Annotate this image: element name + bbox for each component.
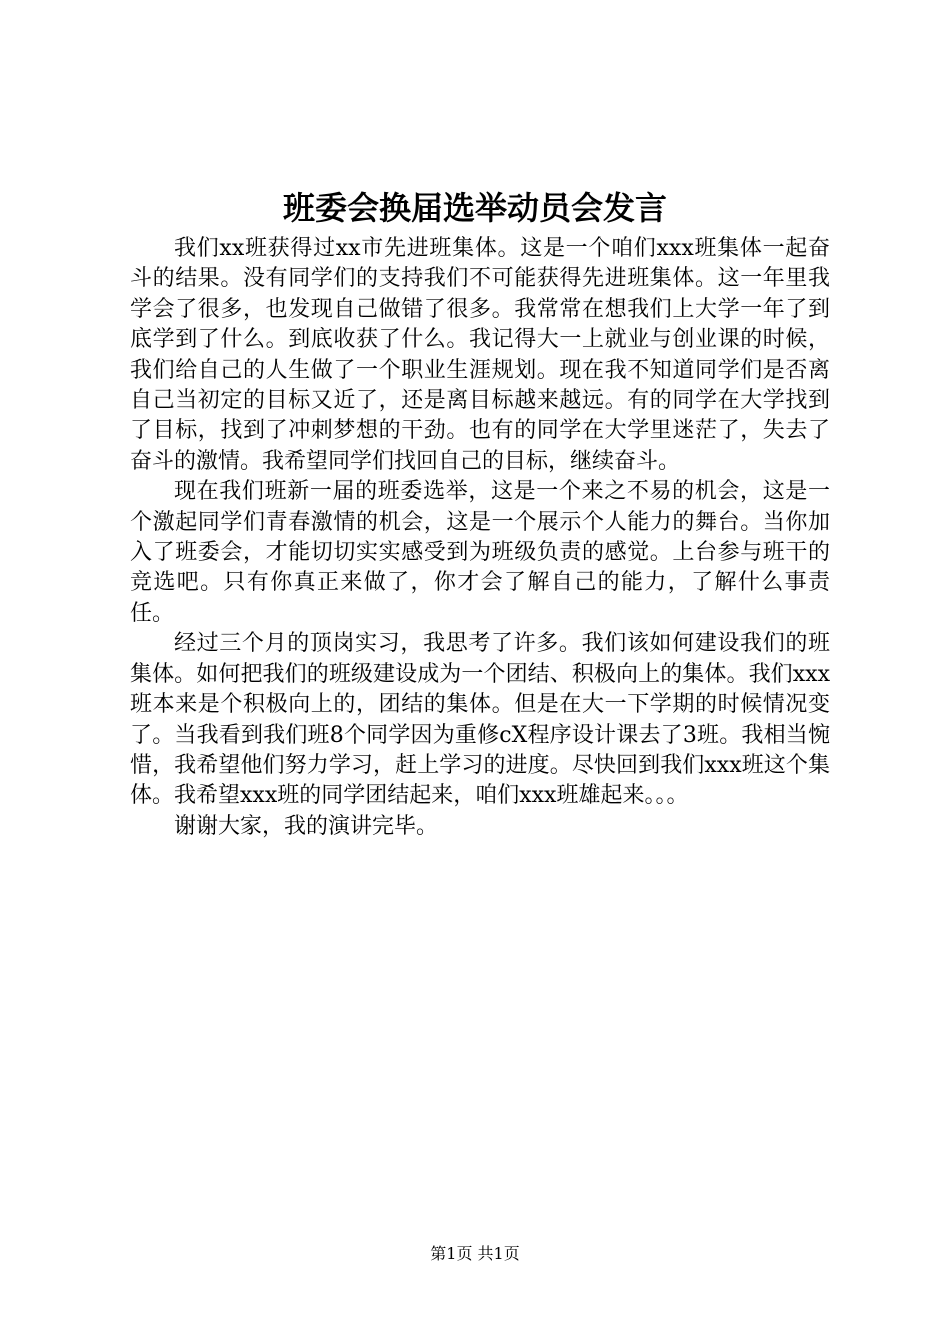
document-body <box>130 234 830 842</box>
paragraph-3: 经过三个月的顶岗实习，我思考了许多。我们该如何建设我们的班集体。如何把我们的班级建设成为一个团结、积极向上的集体。我们xxx班本来是个积极向上的，团结的集体。但是在大一下学期的时候情况变了。当我看到我们班8个同学因为重修cX程序设计课去了3班。我相当惋惜，我希望他们努力学习，赶上学习的进度。尽快回到我们xxx班这个集体。我希望xxx班的同学团结起来，咱们xxx班雄起来。。。 <box>130 631 830 809</box>
page-footer: 第1页 共1页 <box>430 1244 520 1263</box>
paragraph-2: 现在我们班新一届的班委选举，这是一个来之不易的机会，这是一个激起同学们青春激情的机会，这是一个展示个人能力的舞台。当你加入了班委会，才能切切实实感受到为班级负责的感觉。上台参与班干的竞选吧。只有你真正来做了，你才会了解自己的能力，了解什么事责任。 <box>130 479 830 626</box>
paragraph-1: 我们xx班获得过xx市先进班集体。这是一个咱们xxx班集体一起奋斗的结果。没有同学们的支持我们不可能获得先进班集体。这一年里我学会了很多，也发现自己做错了很多。我常常在想我们上大学一年了到底学到了什么。到底收获了什么。我记得大一上就业与创业课的时候，我们给自己的人生做了一个职业生涯规划。现在我不知道同学们是否离自己当初定的目标又近了，还是离目标越来越远。有的同学在大学找到了目标，找到了冲刺梦想的干劲。也有的同学在大学里迷茫了，失去了奋斗的激情。我希望同学们找回自己的目标，继续奋斗。 <box>130 236 830 474</box>
paragraph-4: 谢谢大家，我的演讲完毕。 <box>174 813 439 839</box>
document-title: 班委会换届选举动员会发言 <box>282 189 667 227</box>
